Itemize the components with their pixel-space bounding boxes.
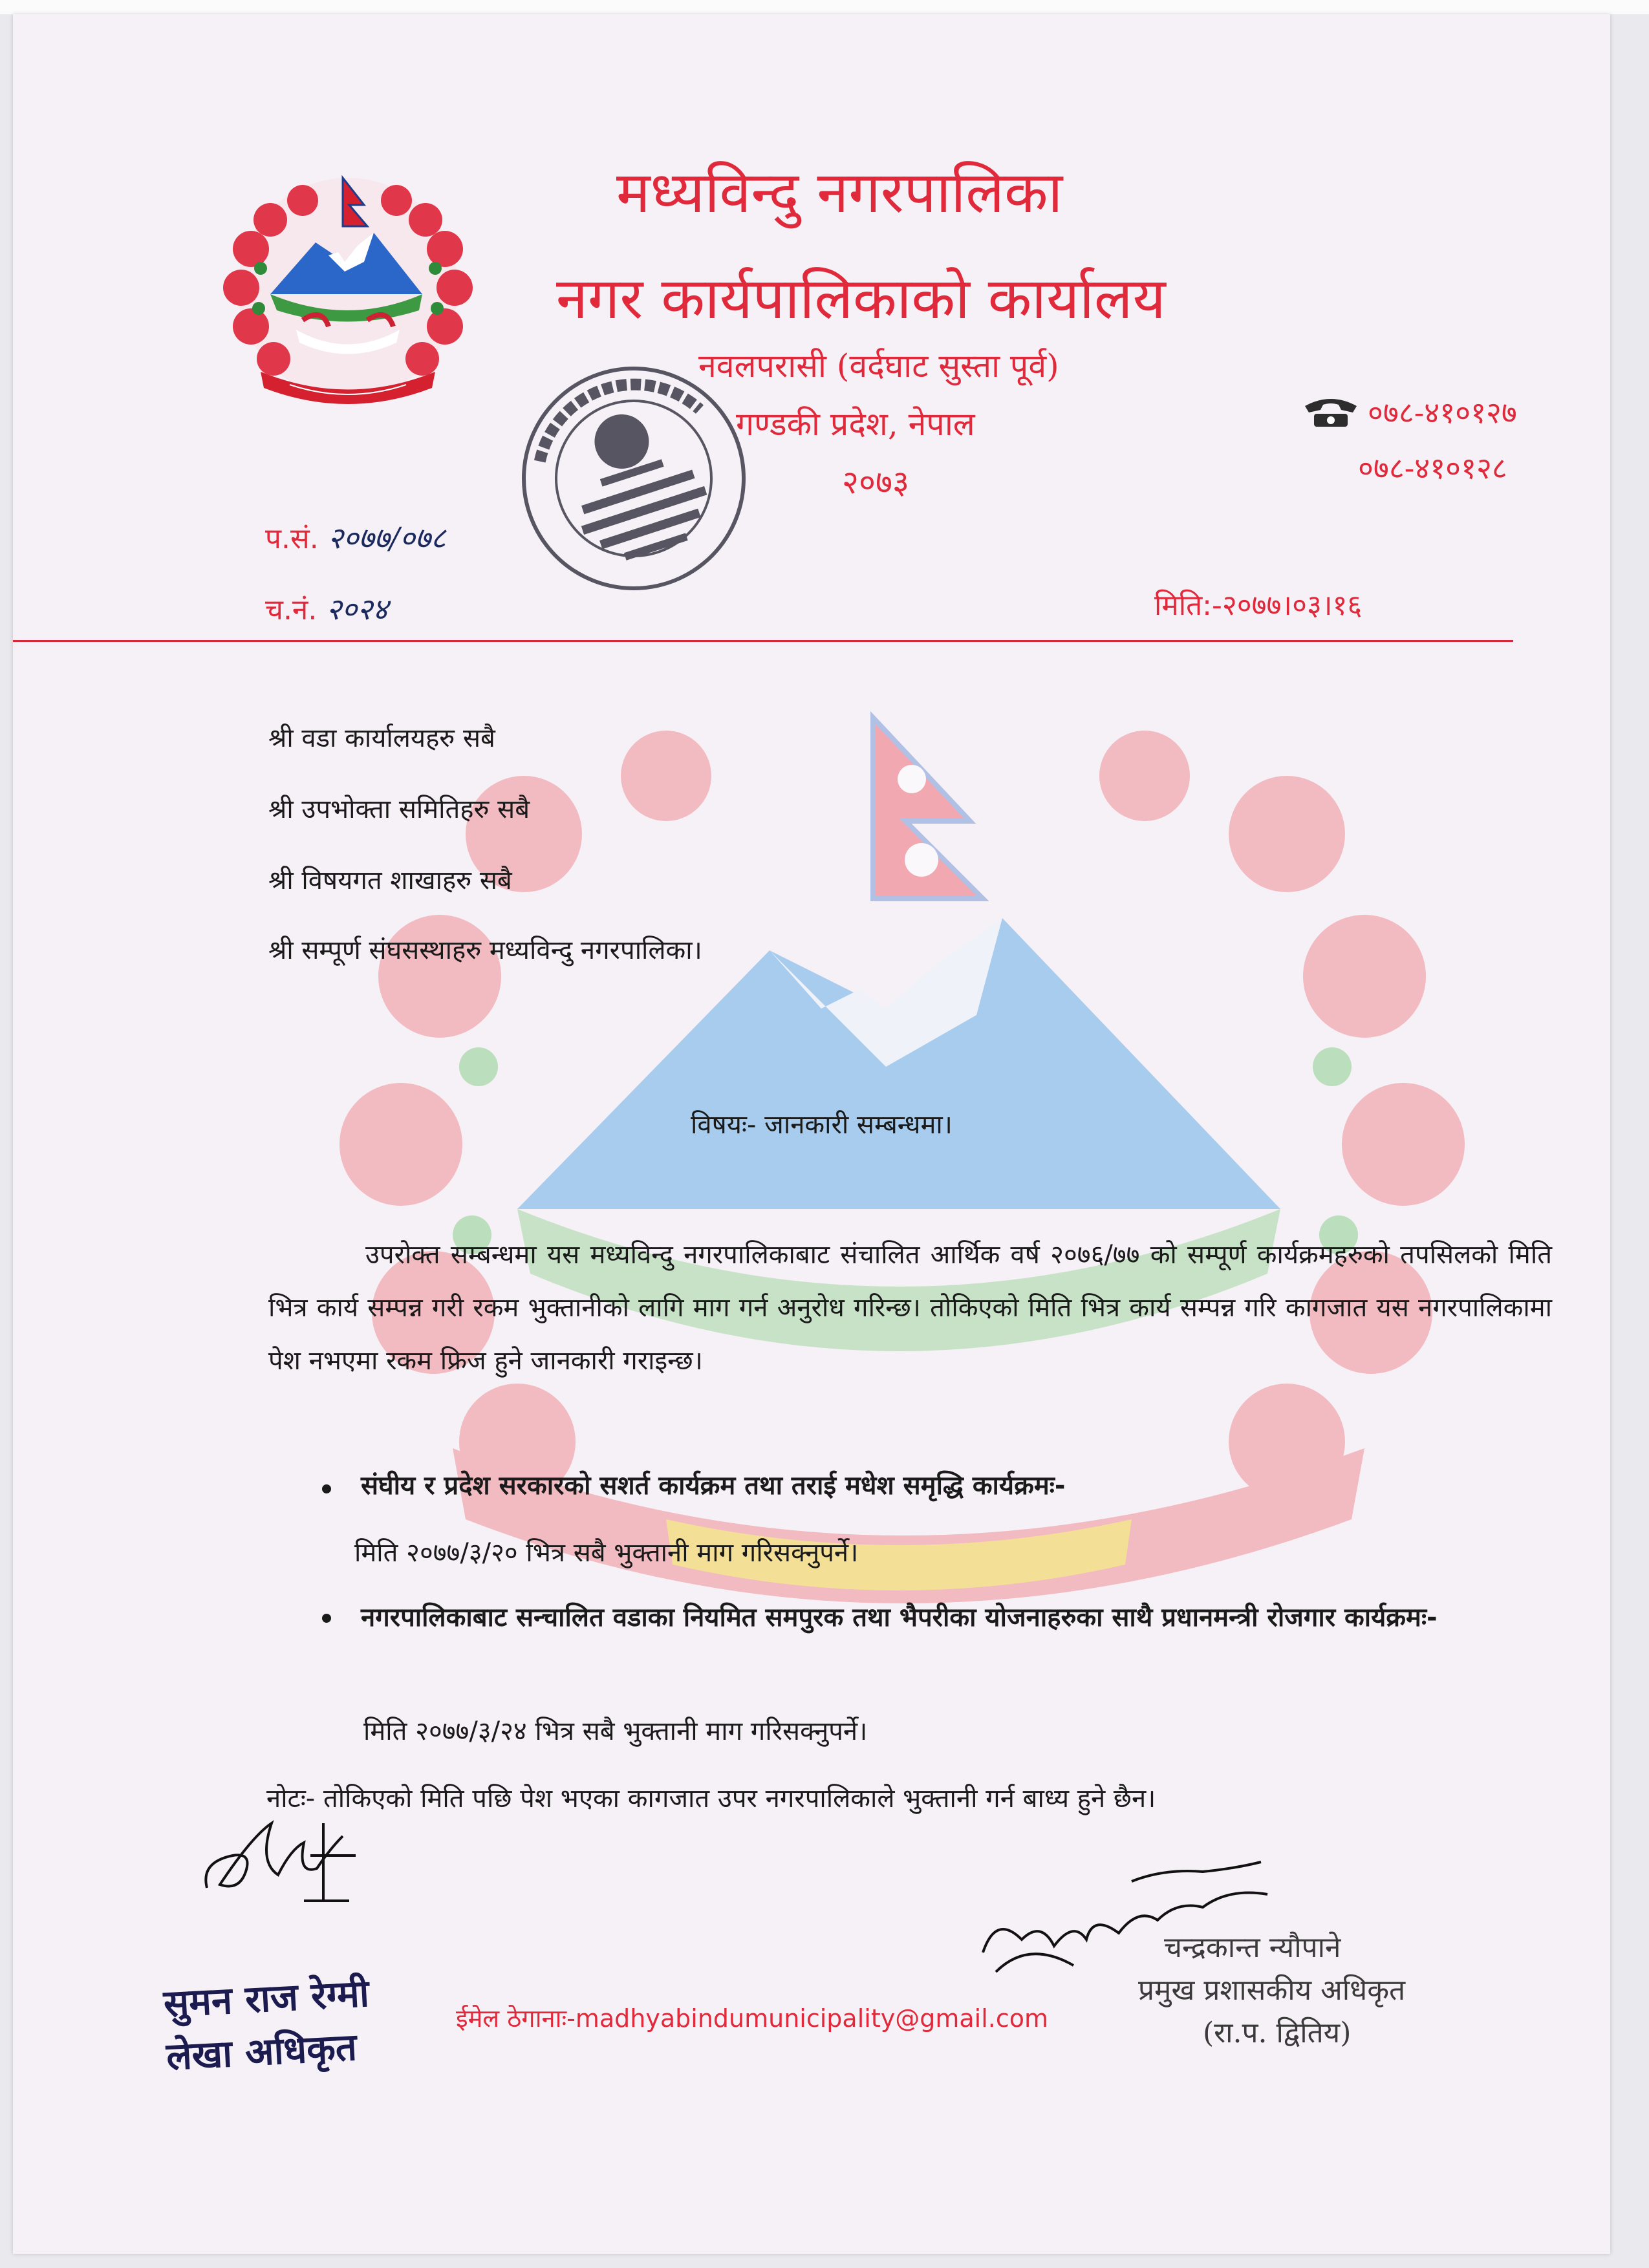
bullet-icon [322, 1484, 331, 1493]
reference-number [265, 517, 446, 557]
letter-date [1154, 584, 1362, 623]
chief-officer-title: प्रमुख प्रशासकीय अधिकृत [1138, 1974, 1406, 2007]
dispatch-label: च.नं. [265, 594, 318, 626]
scan-top-edge [0, 0, 1649, 14]
addressee-4: श्री सम्पूर्ण संघसस्थाहरु मध्यविन्दु नगरपालिका। [268, 936, 702, 965]
chief-officer-rank: (रा.प. द्वितिय) [1203, 2017, 1352, 2049]
phone-number-2: ०७८-४१०१२८ [1358, 451, 1507, 486]
email-address: ईमेल ठेगानाः-madhyabindumunicipality@gmail.com [456, 2004, 1048, 2033]
reference-label: प.सं. [265, 522, 319, 555]
address-line-2: गण्डकी प्रदेश, नेपाल [736, 405, 975, 443]
established-year: २०७३ [842, 464, 909, 501]
nepal-emblem-icon [206, 165, 490, 411]
dispatch-value: २०२४ [326, 592, 389, 626]
body-paragraph: उपरोक्त सम्बन्धमा यस मध्यविन्दु नगरपालिकाबाट संचालित आर्थिक वर्ष २०७६/७७ को सम्पूर्ण कार्यक्रमहरुको तपसिलको मिति भित्र कार्य सम्पन्न गरी रकम भुक्तानीको लागि माग गर्न अनुरोध गरिन्छ। तोकिएको मिति भित्र कार्य सम्पन्न गरि कागजात यस नगरपालिकामा पेश नभएमा रकम फ्रिज हुने जानकारी गराइन्छ। [268, 1240, 1552, 1376]
accounts-officer-name: सुमन राज रेग्मी [162, 1971, 371, 2026]
addressee-2: श्री उपभोक्ता समितिहरु सबै [268, 795, 530, 824]
note-text: नोटः- तोकिएको मिति पछि पेश भएका कागजात उपर नगरपालिकाले भुक्तानी गर्न बाध्य हुने छैन। [266, 1784, 1156, 1813]
date-label: मिति:- [1154, 589, 1222, 622]
addressee-3: श्री विषयगत शाखाहरु सबै [268, 866, 512, 895]
phone-number-1: ०७८-४१०१२७ [1368, 395, 1517, 430]
accounts-officer-stamp [162, 1967, 373, 2083]
date-value: २०७७।०३।१६ [1222, 589, 1363, 622]
addressee-1: श्री वडा कार्यालयहरु सबै [268, 723, 495, 753]
office-name: नगर कार्यपालिकाको कार्यालय [556, 265, 1166, 332]
telephone-icon [1301, 396, 1361, 429]
signature-accounts-officer-icon [194, 1810, 369, 1907]
bullet-icon [322, 1614, 331, 1623]
reference-value: २०७७/०७८ [327, 520, 446, 555]
item-2-title: नगरपालिकाबाट सन्चालित वडाका नियमित समपुरक तथा भैपरीका योजनाहरुका साथै प्रधानमन्त्री रोजगार कार्यक्रमः- [361, 1603, 1438, 1632]
item-1-deadline: मिति २०७७/३/२० भित्र सबै भुक्तानी माग गरिसक्नुपर्ने। [354, 1538, 859, 1568]
subject-line: विषयः- जानकारी सम्बन्धमा। [691, 1110, 953, 1140]
address-line-1: नवलपरासी (वर्दघाट सुस्ता पूर्व) [698, 347, 1059, 385]
item-2-deadline: मिति २०७७/३/२४ भित्र सबै भुक्तानी माग गरिसक्नुपर्ने। [363, 1717, 868, 1746]
dispatch-number [265, 588, 388, 628]
chief-officer-name: चन्द्रकान्त न्यौपाने [1164, 1931, 1341, 1964]
office-stamp-icon [498, 343, 770, 614]
chief-officer-stamp [1138, 1927, 1405, 2055]
accounts-officer-title: लेखा अधिकृत [165, 2024, 358, 2079]
header-divider [13, 640, 1513, 642]
municipality-name: मध्यविन्दु नगरपालिका [616, 159, 1063, 226]
item-1-title: संघीय र प्रदेश सरकारको सशर्त कार्यक्रम तथा तराई मधेश समृद्धि कार्यक्रमः- [361, 1471, 1066, 1501]
